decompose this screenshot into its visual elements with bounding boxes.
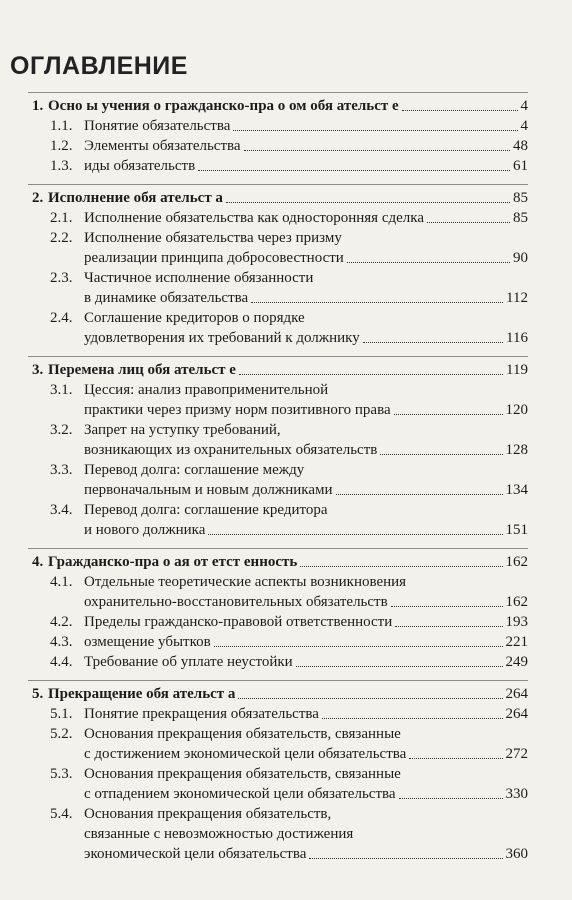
chapter-heading xyxy=(32,552,297,572)
section-label xyxy=(50,116,230,136)
section-label xyxy=(50,704,319,724)
dot-leader xyxy=(394,414,503,415)
section-page-number: 4 xyxy=(520,118,528,134)
section-row[interactable] xyxy=(28,612,528,632)
section-title-line: Цессия: анализ правоприменительной xyxy=(84,382,329,398)
section-number: 2.4. xyxy=(50,310,73,326)
section-title: Элементы обязательства xyxy=(84,138,241,154)
section-title: Понятие прекращения обязательства xyxy=(84,706,319,722)
section-title: озмещение убытков xyxy=(84,634,211,650)
chapter-title: Перемена лиц обя ательст е xyxy=(48,362,236,378)
dot-leader xyxy=(380,454,502,455)
chapter-title: Осно ы учения о гражданско-пра о ом обя ательст е xyxy=(48,98,399,114)
chapter-number: 3. xyxy=(32,362,44,378)
section-number: 3.4. xyxy=(50,502,73,518)
chapter-page-number: 4 xyxy=(520,98,528,114)
toc-heading: ОГЛАВЛЕНИЕ xyxy=(10,52,188,80)
chapter-3 xyxy=(28,357,528,548)
section-first-line xyxy=(50,268,528,288)
section-page-number: 221 xyxy=(505,634,528,650)
section-title-line: связанные с невозможностью достижения xyxy=(84,826,354,842)
section-title-line: с достижением экономической цели обязательства xyxy=(84,746,407,762)
section-number: 2.2. xyxy=(50,230,73,246)
section-row[interactable] xyxy=(28,572,528,612)
chapter-heading-row[interactable] xyxy=(28,684,528,704)
section-row[interactable] xyxy=(28,460,528,500)
section-row[interactable] xyxy=(28,764,528,804)
section-title-line: экономической цели обязательства xyxy=(84,846,307,862)
section-number: 3.2. xyxy=(50,422,73,438)
section-title: Исполнение обязательства как односторонняя сделка xyxy=(84,210,424,226)
chapter-number: 4. xyxy=(32,554,44,570)
section-first-line xyxy=(50,724,528,744)
dot-leader xyxy=(336,494,503,495)
section-page-number: 134 xyxy=(505,482,528,498)
section-number: 1.2. xyxy=(50,138,73,154)
dot-leader xyxy=(233,130,517,131)
section-last-line xyxy=(50,520,528,540)
section-label xyxy=(50,208,424,228)
section-last-line xyxy=(50,288,528,308)
section-first-line xyxy=(50,500,528,520)
section-first-line xyxy=(50,380,528,400)
section-row[interactable] xyxy=(28,156,528,176)
section-page-number: 112 xyxy=(506,290,528,306)
dot-leader xyxy=(244,150,510,151)
section-page-number: 330 xyxy=(505,786,528,802)
section-title-line: Запрет на уступку требований, xyxy=(84,422,281,438)
dot-leader xyxy=(251,302,503,303)
section-page-number: 116 xyxy=(506,330,528,346)
section-first-line xyxy=(50,572,528,592)
section-title: Пределы гражданско-правовой ответственности xyxy=(84,614,393,630)
section-page-number: 61 xyxy=(513,158,528,174)
chapter-heading xyxy=(32,360,236,380)
section-number: 4.1. xyxy=(50,574,73,590)
dot-leader xyxy=(409,758,502,759)
chapter-heading xyxy=(32,188,223,208)
section-row[interactable] xyxy=(28,632,528,652)
chapter-4 xyxy=(28,549,528,680)
chapter-page-number: 162 xyxy=(505,554,528,570)
section-page-number: 48 xyxy=(513,138,528,154)
chapter-heading-row[interactable] xyxy=(28,552,528,572)
section-last-line xyxy=(50,400,528,420)
dot-leader xyxy=(198,170,510,171)
dot-leader xyxy=(239,374,503,375)
section-first-line xyxy=(50,764,528,784)
section-number: 2.1. xyxy=(50,210,73,226)
section-number: 5.4. xyxy=(50,806,73,822)
dot-leader xyxy=(322,718,503,719)
section-page-number: 193 xyxy=(505,614,528,630)
section-page-number: 264 xyxy=(505,706,528,722)
section-label xyxy=(50,156,195,176)
section-number: 5.3. xyxy=(50,766,73,782)
dot-leader xyxy=(309,858,502,859)
section-page-number: 162 xyxy=(505,594,528,610)
section-title: иды обязательств xyxy=(84,158,196,174)
section-title-line: Перевод долга: соглашение кредитора xyxy=(84,502,328,518)
section-label xyxy=(50,652,293,672)
section-row[interactable] xyxy=(28,652,528,672)
section-last-line xyxy=(50,440,528,460)
section-number: 2.3. xyxy=(50,270,73,286)
section-title: Понятие обязательства xyxy=(84,118,231,134)
section-row[interactable] xyxy=(28,500,528,540)
chapter-title: Исполнение обя ательст а xyxy=(48,190,223,206)
section-title-line: Отдельные теоретические аспекты возникновения xyxy=(84,574,407,590)
section-number: 5.1. xyxy=(50,706,73,722)
section-first-line xyxy=(50,420,528,440)
section-label xyxy=(50,632,211,652)
section-title-line: возникающих из охранительных обязательств xyxy=(84,442,378,458)
chapter-page-number: 85 xyxy=(513,190,528,206)
chapter-heading-row[interactable] xyxy=(28,96,528,116)
section-title-line: Частичное исполнение обязанности xyxy=(84,270,314,286)
section-page-number: 120 xyxy=(505,402,528,418)
section-page-number: 272 xyxy=(505,746,528,762)
chapter-1 xyxy=(28,93,528,184)
section-row[interactable] xyxy=(28,380,528,420)
section-last-line xyxy=(50,844,528,864)
section-title-line: Основания прекращения обязательств, xyxy=(84,806,332,822)
section-title-line: удовлетворения их требований к должнику xyxy=(84,330,360,346)
section-row[interactable] xyxy=(28,228,528,268)
section-row[interactable] xyxy=(28,804,528,864)
chapter-2 xyxy=(28,185,528,356)
section-title-line: охранительно-восстановительных обязательств xyxy=(84,594,388,610)
section-last-line xyxy=(50,248,528,268)
section-page-number: 85 xyxy=(513,210,528,226)
dot-leader xyxy=(363,342,503,343)
chapter-title: Прекращение обя ательст а xyxy=(48,686,236,702)
section-title: Требование об уплате неустойки xyxy=(84,654,293,670)
section-page-number: 360 xyxy=(505,846,528,862)
chapter-page-number: 264 xyxy=(505,686,528,702)
section-last-line xyxy=(50,744,528,764)
section-title-line: с отпадением экономической цели обязательства xyxy=(84,786,396,802)
section-title-line: Соглашение кредиторов о порядке xyxy=(84,310,305,326)
section-row[interactable] xyxy=(28,704,528,724)
section-title-line: и нового должника xyxy=(84,522,206,538)
section-title-line: реализации принципа добросовестности xyxy=(84,250,344,266)
dot-leader xyxy=(347,262,510,263)
section-title-line: Перевод долга: соглашение между xyxy=(84,462,305,478)
section-title-line: в динамике обязательства xyxy=(84,290,249,306)
chapter-5 xyxy=(28,681,528,872)
section-title-line: Основания прекращения обязательств, связанные xyxy=(84,726,401,742)
chapter-number: 5. xyxy=(32,686,44,702)
section-row[interactable] xyxy=(28,208,528,228)
section-page-number: 128 xyxy=(505,442,528,458)
section-last-line xyxy=(50,480,528,500)
dot-leader xyxy=(391,606,503,607)
chapter-number: 2. xyxy=(32,190,44,206)
section-number: 3.3. xyxy=(50,462,73,478)
section-first-line xyxy=(50,228,528,248)
section-number: 3.1. xyxy=(50,382,73,398)
section-last-line xyxy=(50,328,528,348)
section-title-line: практики через призму норм позитивного права xyxy=(84,402,391,418)
chapter-number: 1. xyxy=(32,98,44,114)
section-label xyxy=(50,136,241,156)
dot-leader xyxy=(214,646,503,647)
dot-leader xyxy=(296,666,503,667)
section-number: 1.1. xyxy=(50,118,73,134)
dot-leader xyxy=(300,566,502,567)
table-of-contents xyxy=(28,92,528,872)
section-number: 1.3. xyxy=(50,158,73,174)
chapter-heading-row[interactable] xyxy=(28,360,528,380)
dot-leader xyxy=(402,110,518,111)
section-row[interactable] xyxy=(28,724,528,764)
section-number: 4.2. xyxy=(50,614,73,630)
section-first-line xyxy=(50,308,528,328)
section-title-line: первоначальным и новым должниками xyxy=(84,482,333,498)
section-page-number: 249 xyxy=(505,654,528,670)
section-last-line xyxy=(50,592,528,612)
section-page-number: 90 xyxy=(513,250,528,266)
section-row[interactable] xyxy=(28,136,528,156)
chapter-heading-row[interactable] xyxy=(28,188,528,208)
chapter-heading xyxy=(32,96,399,116)
section-row[interactable] xyxy=(28,420,528,460)
chapter-page-number: 119 xyxy=(506,362,528,378)
section-first-line xyxy=(50,460,528,480)
chapter-title: Гражданско-пра о ая от етст енность xyxy=(48,554,298,570)
section-title-line: Основания прекращения обязательств, связанные xyxy=(84,766,401,782)
dot-leader xyxy=(226,202,510,203)
dot-leader xyxy=(208,534,502,535)
section-last-line xyxy=(50,784,528,804)
section-number: 4.4. xyxy=(50,654,73,670)
section-row[interactable] xyxy=(28,308,528,348)
section-page-number: 151 xyxy=(505,522,528,538)
section-row[interactable] xyxy=(28,116,528,136)
section-row[interactable] xyxy=(28,268,528,308)
dot-leader xyxy=(395,626,502,627)
dot-leader xyxy=(399,798,503,799)
section-title-line: Исполнение обязательства через призму xyxy=(84,230,342,246)
dot-leader xyxy=(427,222,510,223)
section-number: 5.2. xyxy=(50,726,73,742)
section-first-line xyxy=(50,804,528,824)
section-number: 4.3. xyxy=(50,634,73,650)
chapter-heading xyxy=(32,684,235,704)
dot-leader xyxy=(238,698,502,699)
section-label xyxy=(50,612,392,632)
